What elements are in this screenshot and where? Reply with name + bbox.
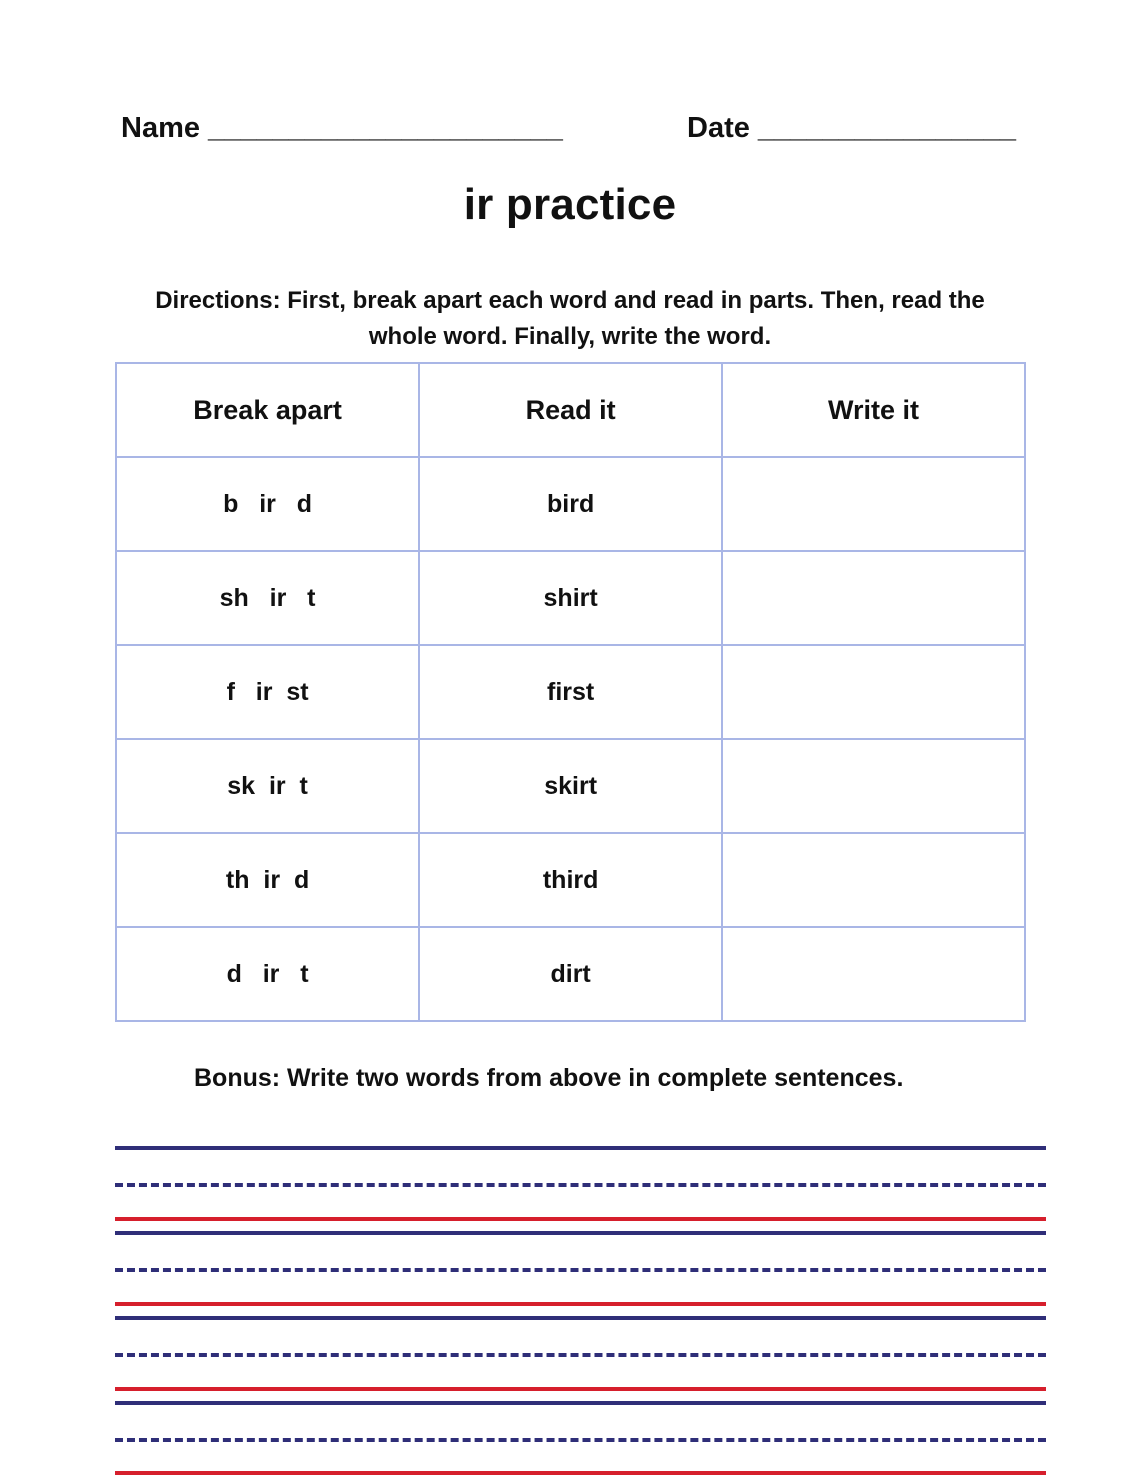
table-row [116,927,1025,1021]
table-row [116,645,1025,739]
write-it-cell[interactable] [722,927,1025,1021]
handwriting-lines[interactable] [115,1140,1046,1475]
column-header-read-it: Read it [419,363,722,457]
break-apart-cell: b ir d [116,457,419,551]
handwriting-mid-line [115,1183,1046,1187]
name-field[interactable]: Name ______________________ [121,112,563,144]
handwriting-mid-line [115,1268,1046,1272]
read-it-cell: dirt [419,927,722,1021]
read-it-cell: third [419,833,722,927]
table-row [116,739,1025,833]
column-header-write-it: Write it [722,363,1025,457]
break-apart-cell: sk ir t [116,739,419,833]
read-it-cell: skirt [419,739,722,833]
worksheet-title: ir practice [463,180,677,229]
handwriting-base-line [115,1217,1046,1221]
write-it-cell[interactable] [722,551,1025,645]
table-header-row [116,363,1025,457]
handwriting-mid-line [115,1353,1046,1357]
table-row [116,457,1025,551]
handwriting-top-line [115,1231,1046,1235]
handwriting-mid-line [115,1438,1046,1442]
write-it-cell[interactable] [722,457,1025,551]
handwriting-top-line [115,1146,1046,1150]
read-it-cell: shirt [419,551,722,645]
break-apart-cell: f ir st [116,645,419,739]
break-apart-cell: sh ir t [116,551,419,645]
table-row [116,833,1025,927]
column-header-break-apart: Break apart [116,363,419,457]
bonus-instructions: Bonus: Write two words from above in complete sentences. [194,1064,904,1092]
handwriting-top-line [115,1401,1046,1405]
break-apart-cell: d ir t [116,927,419,1021]
handwriting-base-line [115,1471,1046,1475]
write-it-cell[interactable] [722,645,1025,739]
read-it-cell: bird [419,457,722,551]
write-it-cell[interactable] [722,739,1025,833]
handwriting-base-line [115,1387,1046,1391]
table-row [116,551,1025,645]
break-apart-cell: th ir d [116,833,419,927]
read-it-cell: first [419,645,722,739]
word-practice-table [115,362,1026,1022]
handwriting-base-line [115,1302,1046,1306]
directions-text: Directions: First, break apart each word and read in parts. Then, read the whole word. Finally, write the word. [155,287,985,350]
date-field[interactable]: Date ________________ [687,112,1016,144]
write-it-cell[interactable] [722,833,1025,927]
handwriting-top-line [115,1316,1046,1320]
